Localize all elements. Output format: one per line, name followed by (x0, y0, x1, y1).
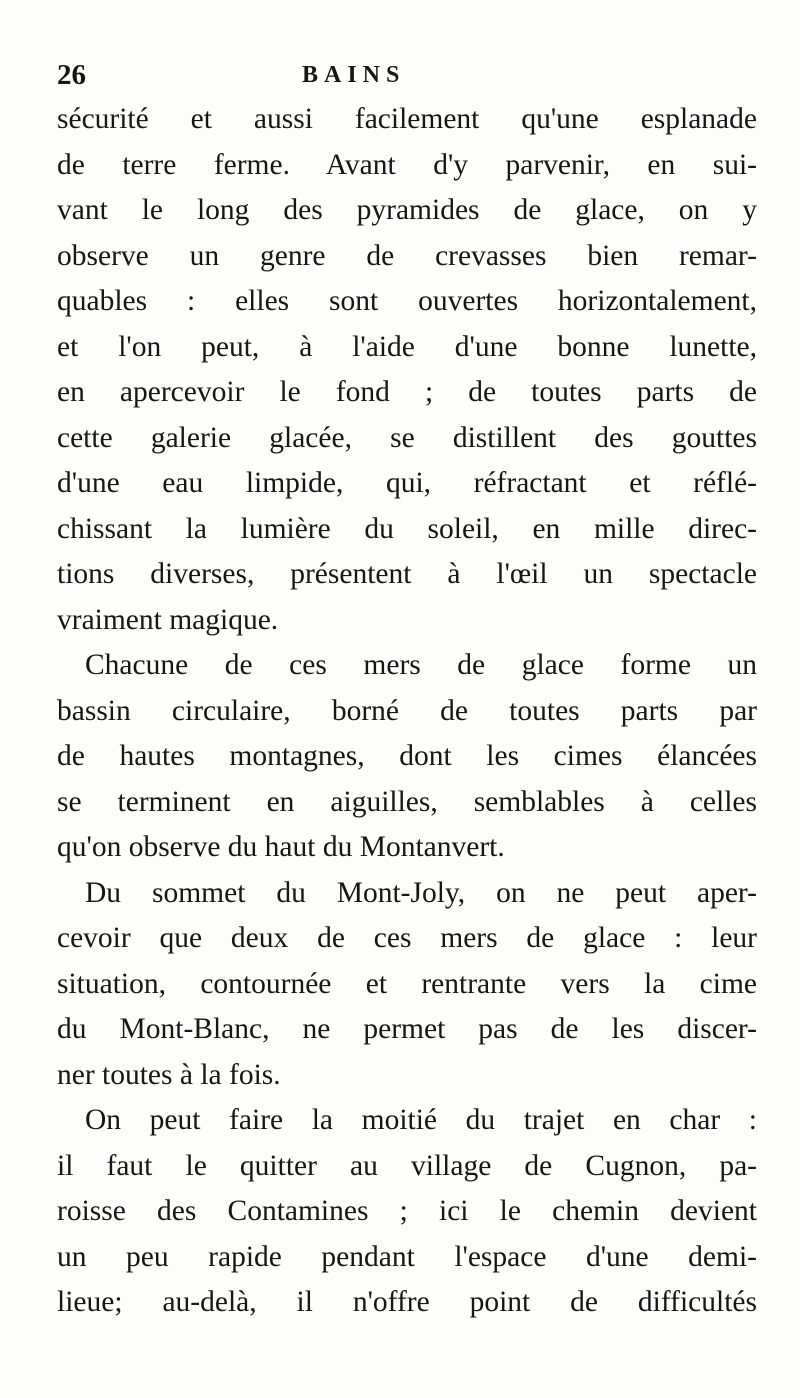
paragraph-start-line: On peut faire la moitié du trajet en char : (85, 1104, 757, 1136)
text-line: d'une eau limpide, qui, réfractant et réflé- (57, 467, 757, 499)
text-line: bassin circulaire, borné de toutes parts par (57, 694, 757, 727)
running-head: BAINS (302, 62, 406, 88)
text-line: lieue; au-delà, il n'offre point de difficultés (57, 1286, 757, 1318)
body-text (57, 97, 757, 1326)
text-line: et l'on peut, à l'aide d'une bonne lunette, (57, 330, 757, 363)
text-line: du Mont-Blanc, ne permet pas de les discer- (57, 1013, 757, 1045)
text-line: ner toutes à la fois. (57, 1058, 281, 1091)
text-line: de terre ferme. Avant d'y parvenir, en sui- (57, 148, 757, 181)
text-line: cette galerie glacée, se distillent des gouttes (57, 421, 757, 454)
text-line: un peu rapide pendant l'espace d'une demi- (57, 1240, 757, 1273)
text-line: vant le long des pyramides de glace, on y (57, 194, 757, 226)
text-line: en apercevoir le fond ; de toutes parts de (57, 376, 757, 408)
paragraph-start-line: Chacune de ces mers de glace forme un (85, 649, 757, 681)
page-number: 26 (57, 59, 86, 91)
text-line: situation, contournée et rentrante vers la cime (57, 967, 757, 1000)
paragraph-start-line: Du sommet du Mont-Joly, on ne peut aper- (85, 876, 757, 909)
text-line: vraiment magique. (57, 603, 279, 636)
text-line: de hautes montagnes, dont les cimes élancées (57, 740, 757, 772)
page-header (57, 55, 757, 95)
text-line: sécurité et aussi facilement qu'une esplanade (57, 103, 757, 135)
text-line: cevoir que deux de ces mers de glace : leur (57, 922, 757, 954)
text-line: chissant la lumière du soleil, en mille direc- (57, 512, 757, 545)
text-line: se terminent en aiguilles, semblables à celles (57, 785, 757, 818)
text-line: roisse des Contamines ; ici le chemin devient (57, 1195, 757, 1227)
text-line: quables : elles sont ouvertes horizontalement, (57, 285, 757, 317)
text-line: il faut le quitter au village de Cugnon, pa- (57, 1149, 757, 1182)
text-line: qu'on observe du haut du Montanvert. (57, 831, 505, 863)
text-line: tions diverses, présentent à l'œil un spectacle (57, 558, 757, 590)
text-line: observe un genre de crevasses bien remar- (57, 239, 757, 272)
